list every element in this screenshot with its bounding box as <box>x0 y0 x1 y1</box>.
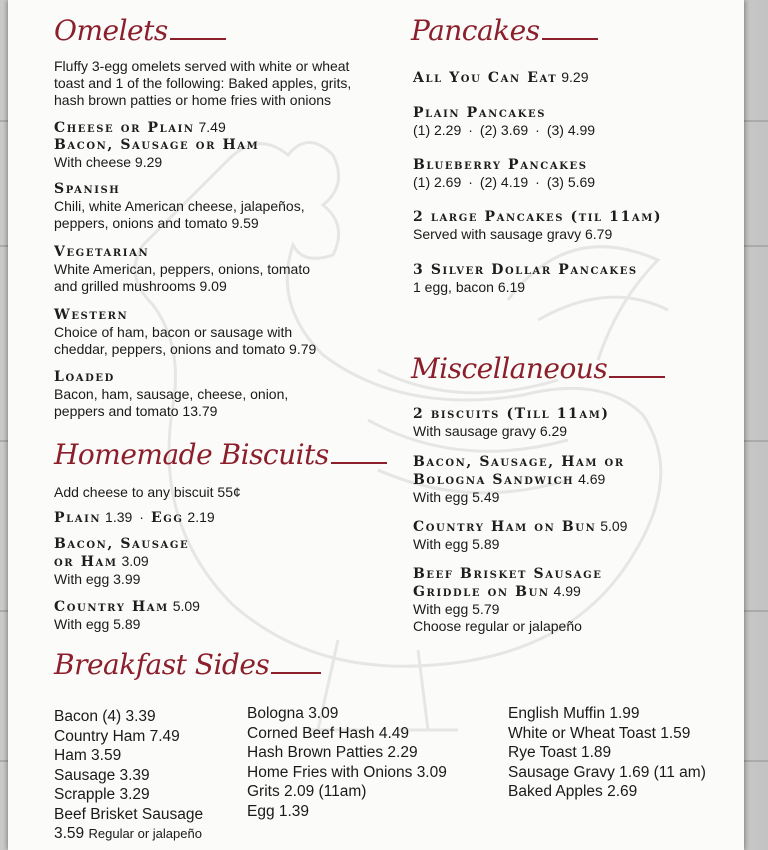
misc-item-brisket: Beef Brisket Sausage Griddle on Bun 4.99 With egg 5.79 Choose regular or jalapeño <box>413 566 603 634</box>
omelets-heading: Omelets <box>54 14 226 47</box>
biscuit-plain-egg: Plain 1.39 · Egg 2.19 <box>54 509 215 526</box>
list-item: Sausage Gravy 1.69 (11 am) <box>508 763 706 781</box>
pancake-item-plain: Plain Pancakes (1) 2.29 · (2) 3.69 · (3) 4.99 <box>413 105 596 138</box>
list-item: Bologna 3.09 <box>247 705 339 722</box>
pancake-item-blueberry: Blueberry Pancakes (1) 2.69 · (2) 4.19 · (3) 5.69 <box>413 157 596 190</box>
list-item: Grits 2.09 (11am) <box>247 783 367 800</box>
list-item: Rye Toast 1.89 <box>508 744 612 761</box>
sides-column-3 <box>508 704 706 802</box>
pancakes-heading: Pancakes <box>411 14 598 47</box>
biscuits-intro: Add cheese to any biscuit 55¢ <box>54 484 241 500</box>
biscuit-item-bacon: Bacon, Sausage or Ham 3.09 With egg 3.99 <box>54 536 190 587</box>
list-item: 3.59 Regular or jalapeño <box>54 825 202 842</box>
pancake-item-2-large: 2 large Pancakes (til 11am) Served with sausage gravy 6.79 <box>413 209 663 242</box>
list-item: Corned Beef Hash 4.49 <box>247 724 409 742</box>
list-item: Egg 1.39 <box>247 802 310 820</box>
pancake-item-silver-dollar: 3 Silver Dollar Pancakes 1 egg, bacon 6.19 <box>413 262 638 295</box>
list-item: Ham 3.59 <box>54 747 122 764</box>
list-item: Bacon (4) 3.39 <box>54 708 156 725</box>
omelet-item-bacon: Bacon, Sausage or Ham With cheese 9.29 <box>54 137 260 170</box>
omelet-item-vegetarian: Vegetarian White American, peppers, onions, tomato and grilled mushrooms 9.09 <box>54 244 311 294</box>
misc-item-sandwich: Bacon, Sausage, Ham or Bologna Sandwich 4.69 With egg 5.49 <box>413 454 625 505</box>
list-item: English Muffin 1.99 <box>508 705 640 722</box>
sides-column-2 <box>247 704 447 821</box>
omelet-item-spanish: Spanish Chili, white American cheese, jalapeños, peppers, onions and tomato 9.59 <box>54 181 305 231</box>
miscellaneous-heading: Miscellaneous <box>411 352 665 385</box>
omelets-intro: Fluffy 3-egg omelets served with white or wheat toast and 1 of the following: Baked apples, grits, hash brown patties or home fries with onions <box>54 58 352 108</box>
list-item: Sausage 3.39 <box>54 766 150 784</box>
omelet-item-loaded: Loaded Bacon, ham, sausage, cheese, onion, peppers and tomato 13.79 <box>54 369 289 419</box>
list-item: Beef Brisket Sausage <box>54 805 204 823</box>
list-item: Hash Brown Patties 2.29 <box>247 744 418 761</box>
list-item: Scrapple 3.29 <box>54 786 150 803</box>
list-item: White or Wheat Toast 1.59 <box>508 724 691 742</box>
list-item: Country Ham 7.49 <box>54 727 180 745</box>
biscuits-heading: Homemade Biscuits <box>54 438 387 471</box>
misc-item-biscuits: 2 biscuits (Till 11am) With sausage gravy 6.29 <box>413 406 610 439</box>
menu-page <box>8 0 744 850</box>
omelet-item-cheese: Cheese or Plain 7.49 <box>54 119 226 136</box>
misc-item-country-ham-bun: Country Ham on Bun 5.09 With egg 5.89 <box>413 518 628 552</box>
pancake-item-all-you-can-eat: All You Can Eat 9.29 <box>413 69 589 86</box>
omelet-item-western: Western Choice of ham, bacon or sausage with cheddar, peppers, onions and tomato 9.79 <box>54 307 317 357</box>
sides-column-1 <box>54 707 203 844</box>
list-item: Home Fries with Onions 3.09 <box>247 763 447 781</box>
list-item: Baked Apples 2.69 <box>508 783 638 800</box>
sides-heading: Breakfast Sides <box>54 648 321 681</box>
biscuit-item-country-ham: Country Ham 5.09 With egg 5.89 <box>54 598 200 632</box>
